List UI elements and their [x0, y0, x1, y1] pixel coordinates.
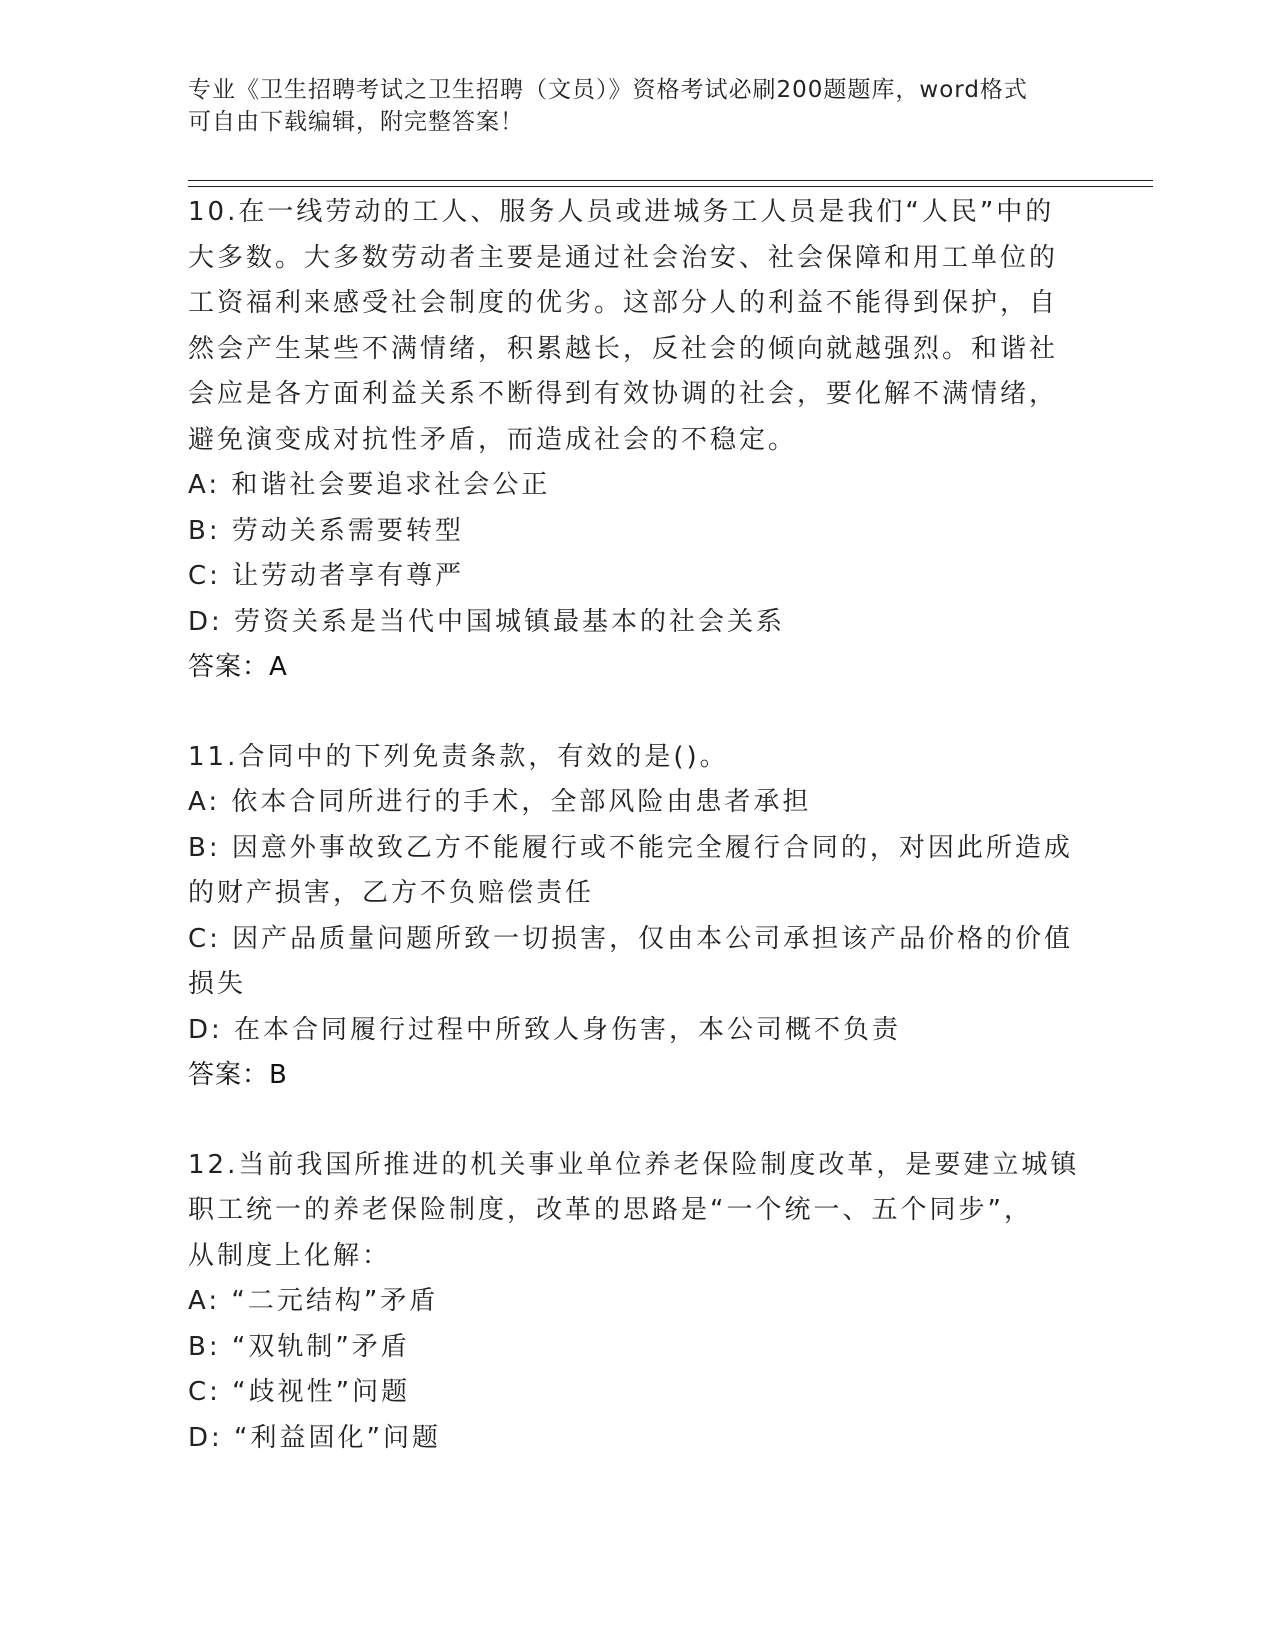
question-text-line: 避免演变成对抗性矛盾，而造成社会的不稳定。 — [188, 424, 798, 455]
option-c: C: 让劳动者享有尊严 — [188, 561, 465, 591]
question-list — [188, 190, 1088, 1461]
question-10 — [188, 190, 1088, 691]
option-c: C: 因产品质量问题所致一切损害，仅由本公司承担该产品价格的价值 — [188, 923, 1074, 954]
question-text-line: 大多数。大多数劳动者主要是通过社会治安、社会保障和用工单位的 — [188, 242, 1059, 273]
option-a: A: 依本合同所进行的手术，全部风险由患者承担 — [188, 787, 812, 817]
question-text-line: 工资福利来感受社会制度的优劣。这部分人的利益不能得到保护，自 — [188, 288, 1059, 318]
option-b: B: “双轨制”矛盾 — [188, 1331, 410, 1362]
option-c: C: “歧视性”问题 — [188, 1377, 411, 1407]
document-header — [188, 74, 1088, 138]
question-spacer — [188, 1099, 1088, 1143]
question-11 — [188, 735, 1088, 1099]
option-d: D: 在本合同履行过程中所致人身伤害，本公司概不负责 — [188, 1014, 902, 1045]
answer-line: 答案：A — [188, 652, 288, 682]
question-text-line: 然会产生某些不满情绪，积累越长，反社会的倾向就越强烈。和谐社 — [188, 333, 1059, 364]
question-spacer — [188, 691, 1088, 735]
option-b: B: 劳动关系需要转型 — [188, 515, 464, 546]
option-d: D: 劳资关系是当代中国城镇最基本的社会关系 — [188, 606, 786, 637]
option-b: B: 因意外事故致乙方不能履行或不能完全履行合同的，对因此所造成 — [188, 832, 1073, 863]
header-divider — [188, 180, 1153, 187]
answer-line: 答案：B — [188, 1060, 288, 1090]
question-text-line: 会应是各方面利益关系不断得到有效协调的社会，要化解不满情绪， — [188, 379, 1059, 409]
question-12 — [188, 1143, 1088, 1462]
header-line-2: 可自由下载编辑，附完整答案！ — [188, 109, 524, 135]
question-text-line: 12.当前我国所推进的机关事业单位养老保险制度改革，是要建立城镇 — [188, 1149, 1080, 1180]
question-text-line: 11.合同中的下列免责条款，有效的是()。 — [188, 741, 729, 772]
question-text-line: 从制度上化解： — [188, 1240, 392, 1271]
option-a: A: “二元结构”矛盾 — [188, 1286, 439, 1316]
question-text-line: 10.在一线劳动的工人、服务人员或进城务工人员是我们“人民”中的 — [188, 197, 1055, 227]
question-text-line: 职工统一的养老保险制度，改革的思路是“一个统一、五个同步”， — [188, 1195, 1033, 1225]
option-c-continued: 损失 — [188, 969, 247, 999]
header-line-1: 专业《卫生招聘考试之卫生招聘（文员）》资格考试必刷200题题库，word格式 — [188, 77, 1028, 103]
option-b-continued: 的财产损害，乙方不负赔偿责任 — [188, 878, 595, 908]
option-a: A: 和谐社会要追求社会公正 — [188, 470, 551, 500]
option-d: D: “利益固化”问题 — [188, 1422, 441, 1453]
